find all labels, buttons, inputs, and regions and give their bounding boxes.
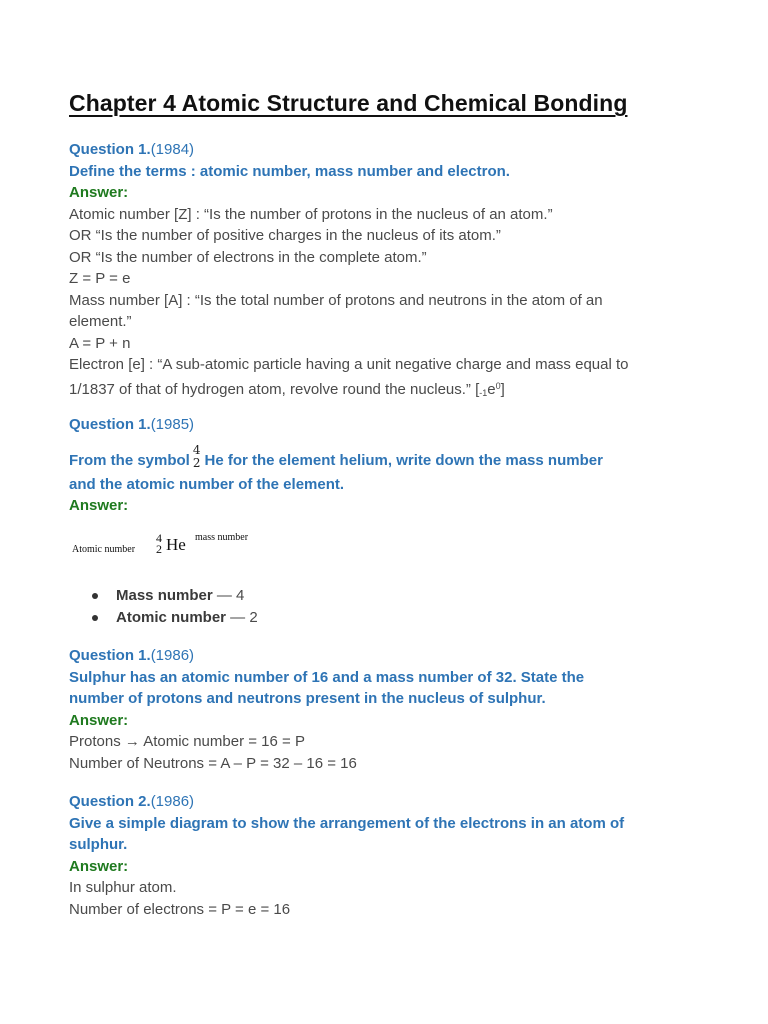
figure-mass-number: 4: [156, 531, 162, 545]
question-number: Question 2.: [69, 793, 151, 810]
electron-charge: -1: [479, 387, 488, 398]
list-item: [69, 585, 709, 607]
page-title: Chapter 4 Atomic Structure and Chemical Bonding: [69, 90, 628, 116]
helium-notation: [193, 444, 201, 470]
answer-label: Answer:: [69, 184, 129, 201]
question-year: (1986): [150, 647, 195, 664]
question-year: (1985): [150, 416, 195, 433]
answer-line: [69, 376, 709, 405]
list-item: [69, 607, 709, 629]
question-number: Question 1.: [69, 416, 151, 433]
bullet-key: Mass number: [116, 587, 213, 604]
question-text-end: He for the element helium, write down the mass number: [204, 451, 603, 469]
answer-line: Protons → Atomic number = 16 = P: [69, 733, 305, 750]
bullet-separator: —: [212, 587, 237, 604]
figure-element-symbol: He: [166, 535, 186, 554]
answer-line: Atomic number [Z] : “Is the number of protons in the nucleus of an atom.”: [69, 205, 553, 223]
question-number: Question 1.: [69, 141, 151, 158]
question-text: Give a simple diagram to show the arrangement of the electrons in an atom of: [69, 814, 625, 832]
electron-mass: 0: [495, 380, 501, 391]
answer-label: Answer:: [69, 711, 129, 729]
answer-label: Answer:: [69, 497, 129, 514]
question-text-start: From the symbol: [69, 451, 190, 469]
question-text: and the atomic number of the element.: [69, 475, 345, 493]
answer-line: OR “Is the number of positive charges in the nucleus of its atom.”: [69, 227, 501, 244]
question-1986-a: [69, 645, 709, 774]
answer-line-text: 1/1837 of that of hydrogen atom, revolve round the nucleus.” [: [69, 380, 480, 398]
question-heading: [69, 414, 709, 436]
helium-symbol-figure: [72, 530, 292, 558]
question-heading: [69, 645, 709, 667]
mass-number-label: mass number: [195, 532, 249, 543]
question-text: [69, 442, 709, 474]
answer-line: Number of electrons = P = e = 16: [69, 900, 291, 918]
bullet-value: 2: [249, 608, 258, 626]
question-heading: [69, 791, 709, 813]
answer-line: Mass number [A] : “Is the total number of protons and neutrons in the atom of an: [69, 291, 603, 309]
helium-mass-number: 4: [192, 442, 201, 457]
atomic-number-label: Atomic number: [72, 544, 136, 555]
question-year: (1984): [150, 141, 195, 158]
bullet-icon: [92, 593, 98, 599]
question-text: Define the terms : atomic number, mass number and electron.: [69, 162, 510, 180]
question-1986-b: [69, 791, 709, 920]
bullet-separator: —: [226, 608, 250, 626]
answer-line: OR “Is the number of electrons in the complete atom.”: [69, 248, 427, 266]
electron-symbol: e: [487, 380, 496, 398]
answer-line: Z = P = e: [69, 270, 131, 287]
bracket-close: ]: [500, 380, 505, 398]
answer-line: Electron [e] : “A sub-atomic particle having a unit negative charge and mass equal to: [69, 356, 629, 373]
answer-label: Answer:: [69, 857, 129, 875]
question-year: (1986): [150, 793, 195, 810]
figure-numbers: [156, 533, 162, 555]
answer-bullets: [69, 585, 709, 628]
helium-atomic-number: 2: [192, 455, 201, 470]
question-1985: [69, 414, 709, 517]
question-text: sulphur.: [69, 836, 128, 853]
question-text: number of protons and neutrons present in the nucleus of sulphur.: [69, 690, 546, 707]
question-1984: [69, 139, 709, 404]
bullet-value: 4: [236, 587, 245, 604]
bullet-icon: [92, 615, 98, 621]
answer-line: element.”: [69, 313, 132, 330]
figure-atomic-number: 2: [156, 542, 162, 556]
question-number: Question 1.: [69, 647, 151, 664]
answer-line: Number of Neutrons = A – P = 32 – 16 = 16: [69, 754, 357, 772]
bullet-key: Atomic number: [116, 608, 227, 626]
question-heading: [69, 139, 709, 161]
answer-line: In sulphur atom.: [69, 879, 177, 896]
question-text: Sulphur has an atomic number of 16 and a mass number of 32. State the: [69, 668, 585, 686]
answer-line: A = P + n: [69, 334, 131, 352]
